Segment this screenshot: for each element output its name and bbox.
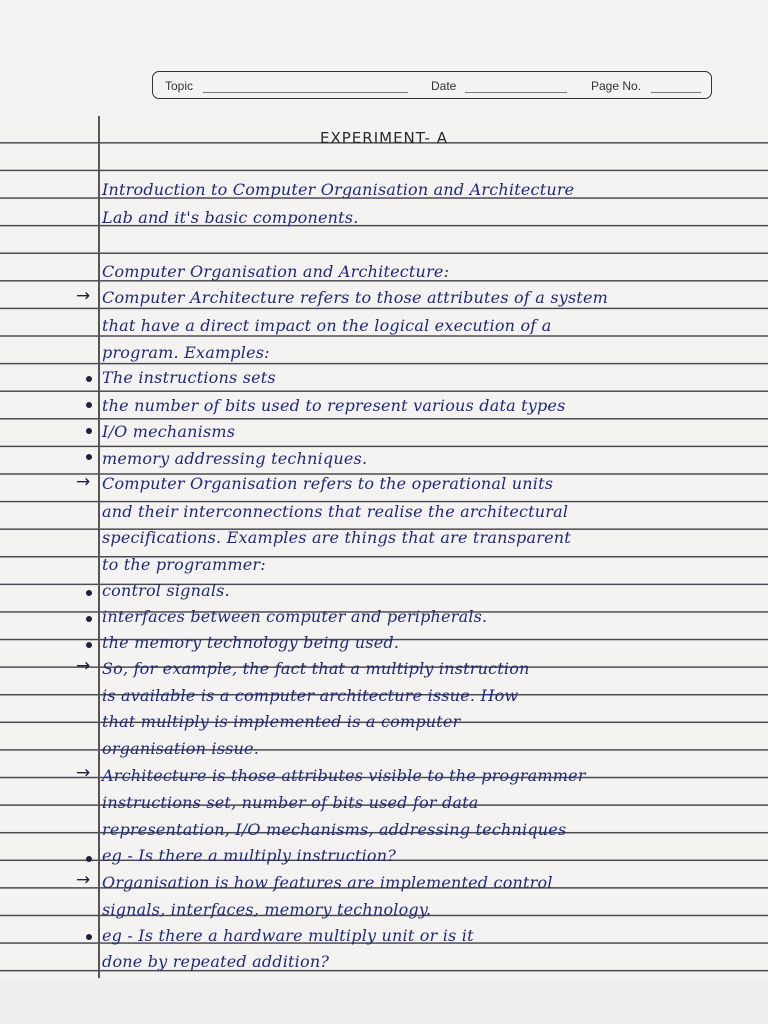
text-line: organisation issue. [102, 739, 260, 758]
bullet-item: the memory technology being used. [102, 633, 400, 652]
arrow-marker: → [76, 286, 91, 306]
date-label: Date [431, 79, 457, 93]
bullet-dot [86, 454, 92, 460]
text-line: is available is a computer architecture issue. How [102, 686, 519, 705]
intro-line-2: Lab and it's basic components. [102, 208, 359, 227]
intro-line-1: Introduction to Computer Organisation and Architecture [102, 180, 575, 199]
bullet-dot [86, 642, 92, 648]
text-line: program. Examples: [102, 343, 270, 362]
bullet-dot [86, 934, 92, 940]
text-line: representation, I/O mechanisms, addressing techniques [102, 820, 567, 839]
text-line: Computer Architecture refers to those attributes of a system [102, 288, 609, 307]
bullet-item: I/O mechanisms [102, 422, 236, 441]
page-header-box [152, 71, 712, 99]
text-line: Organisation is how features are implemented control [102, 873, 553, 892]
bullet-item: control signals. [102, 581, 230, 600]
bullet-dot [86, 856, 92, 862]
text-line: signals, interfaces, memory technology. [102, 900, 432, 919]
experiment-title: EXPERIMENT- A [320, 129, 448, 147]
margin-rule [98, 116, 100, 978]
bullet-item: eg - Is there a hardware multiply unit or is it [102, 926, 474, 945]
text-line: to the programmer: [102, 555, 266, 574]
page-no-label: Page No. [591, 79, 642, 93]
arrow-marker: → [76, 870, 91, 890]
text-line: instructions set, number of bits used for data [102, 793, 479, 812]
text-line: Architecture is those attributes visible to the programmer [102, 766, 586, 785]
text-line: done by repeated addition? [102, 952, 330, 971]
bullet-dot [86, 616, 92, 622]
bullet-dot [86, 428, 92, 434]
page-bottom-margin [0, 978, 768, 1024]
bullet-item: the number of bits used to represent various data types [102, 396, 566, 415]
bullet-item: memory addressing techniques. [102, 449, 368, 468]
arrow-marker: → [76, 763, 91, 783]
text-line: specifications. Examples are things that are transparent [102, 528, 571, 547]
page-no-line [651, 92, 701, 93]
bullet-item: interfaces between computer and peripherals. [102, 607, 488, 626]
text-line: that multiply is implemented is a computer [102, 712, 461, 731]
text-line: that have a direct impact on the logical execution of a [102, 316, 552, 335]
text-line: Computer Organisation refers to the operational units [102, 474, 554, 493]
arrow-marker: → [76, 656, 91, 676]
text-line: So, for example, the fact that a multiply instruction [102, 659, 530, 678]
arrow-marker: → [76, 472, 91, 492]
section-heading: Computer Organisation and Architecture: [102, 262, 450, 281]
bullet-item: eg - Is there a multiply instruction? [102, 846, 397, 865]
text-line: and their interconnections that realise the architectural [102, 502, 569, 521]
topic-line [203, 92, 408, 93]
bullet-item: The instructions sets [102, 368, 276, 387]
date-line [465, 92, 567, 93]
bullet-dot [86, 402, 92, 408]
bullet-dot [86, 376, 92, 382]
bullet-dot [86, 590, 92, 596]
topic-label: Topic [165, 79, 194, 93]
